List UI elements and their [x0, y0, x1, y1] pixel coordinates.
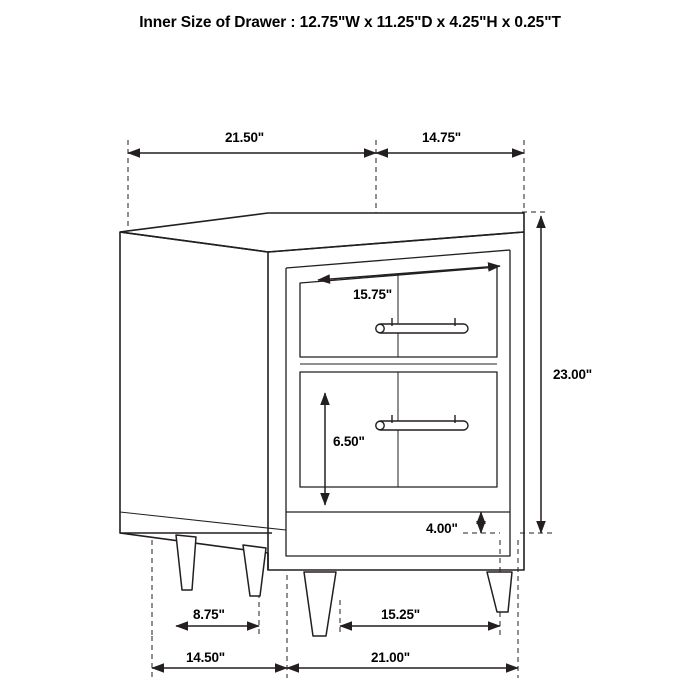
label-top-right-depth: 14.75": [422, 130, 461, 145]
page-title: Inner Size of Drawer : 12.75"W x 11.25"D x 4.25"H x 0.25"T: [139, 14, 561, 31]
leg-back-left: [176, 535, 196, 590]
label-overall-height: 23.00": [553, 367, 592, 382]
label-drawer-lower-height: 6.50": [333, 434, 365, 449]
label-bottom-left-width: 14.50": [186, 650, 225, 665]
top-panel: [120, 213, 524, 252]
label-top-left-width: 21.50": [225, 130, 264, 145]
label-bottom-width: 21.00": [371, 650, 410, 665]
label-drawer-upper-width: 15.75": [353, 287, 392, 302]
leg-front-left: [304, 572, 336, 636]
leg-front-right: [487, 572, 512, 612]
label-leg-height: 4.00": [426, 521, 458, 536]
nightstand-illustration: [120, 213, 524, 636]
label-bottom-right-width: 15.25": [381, 607, 420, 622]
leg-back-right: [243, 545, 266, 596]
legs: [176, 535, 512, 636]
label-foot-offset: 8.75": [193, 607, 225, 622]
